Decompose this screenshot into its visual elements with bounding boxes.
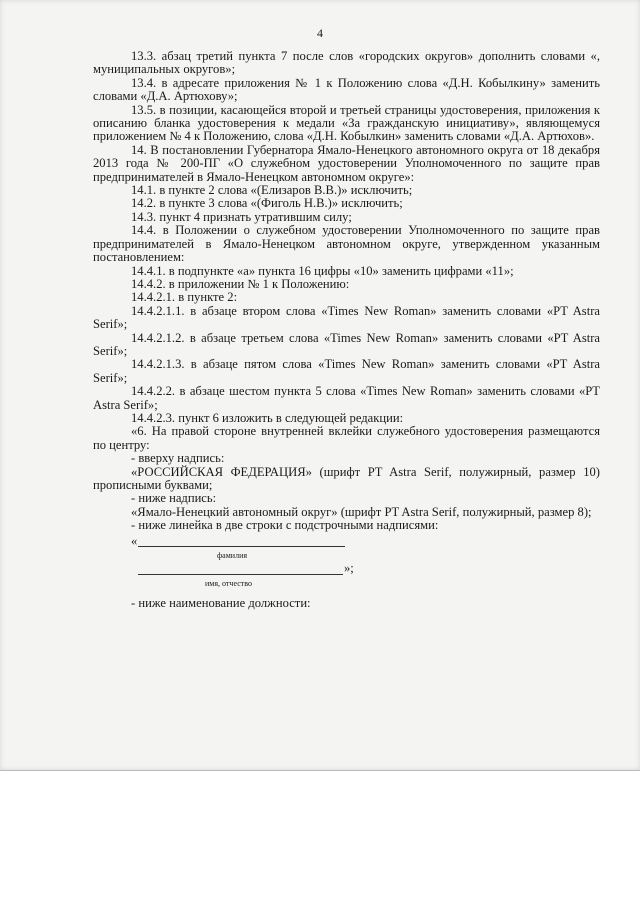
paragraph-13-3: 13.3. абзац третий пункта 7 после слов «городских округов» дополнить словами «, муниципальных округов»; xyxy=(93,49,600,77)
paragraph-yamal-nenets: «Ямало-Ненецкий автономный округ» (шрифт PT Astra Serif, полужирный, размер 8); xyxy=(131,504,592,519)
close-quote: »; xyxy=(344,560,354,575)
paragraph-14-4-2-1: 14.4.2.1. в пункте 2: xyxy=(131,290,238,305)
paragraph-position-title: - ниже наименование должности: xyxy=(131,595,311,610)
paragraph-14-4-2-2: 14.4.2.2. в абзаце шестом пункта 5 слова «Times New Roman» заменить словами «PT Astra Serif»; xyxy=(93,384,600,412)
paragraph-14-2: 14.2. в пункте 3 слова «(Фиголь Н.В.)» исключить; xyxy=(131,196,403,211)
paragraph-13-5: 13.5. в позиции, касающейся второй и третьей страницы удостоверения, приложения к описанию бланка удостоверения к медали «За гражданскую инициативу», являющемуся приложением № 4 к Положению, слова «Д.Н. Кобылкин» заменить словами «Д.А. Артюхов». xyxy=(93,102,600,144)
paragraph-russian-federation: «РОССИЙСКАЯ ФЕДЕРАЦИЯ» (шрифт PT Astra Serif, полужирный, размер 10) прописными буквами; xyxy=(93,464,600,492)
open-quote: « xyxy=(131,533,138,548)
paragraph-below-caption: - ниже надпись: xyxy=(131,491,217,506)
surname-label: фамилия xyxy=(217,550,248,560)
name-label: имя, отчество xyxy=(205,578,252,588)
paragraph-14-4-2-1-2: 14.4.2.1.2. в абзаце третьем слова «Times New Roman» заменить словами «PT Astra Serif»; xyxy=(93,330,600,358)
page-number: 4 xyxy=(317,26,323,40)
paragraph-ruler-lines: - ниже линейка в две строки с подстрочными надписями: xyxy=(131,518,439,533)
paragraph-14-3: 14.3. пункт 4 признать утратившим силу; xyxy=(131,209,352,224)
paragraph-item-6: «6. На правой стороне внутренней вклейки служебного удостоверения размещаются по центру: xyxy=(93,424,600,452)
surname-line xyxy=(138,546,345,547)
paragraph-14-4-2-1-3: 14.4.2.1.3. в абзаце пятом слова «Times New Roman» заменить словами «PT Astra Serif»; xyxy=(93,357,600,385)
paragraph-14-1: 14.1. в пункте 2 слова «(Елизаров В.В.)» исключить; xyxy=(131,183,413,198)
paragraph-14-4-2: 14.4.2. в приложении № 1 к Положению: xyxy=(131,276,350,291)
paragraph-top-caption: - вверху надпись: xyxy=(131,451,225,466)
paragraph-13-4: 13.4. в адресате приложения № 1 к Положению слова «Д.Н. Кобылкину» заменить словами «Д.А. Артюхову»; xyxy=(93,75,600,104)
paragraph-14-4: 14.4. в Положении о служебном удостоверении Уполномоченного по защите прав предпринимателей в Ямало-Ненецком автономном округе, утвержденном указанным постановлением: xyxy=(93,223,600,265)
paragraph-14-4-2-1-1: 14.4.2.1.1. в абзаце втором слова «Times New Roman» заменить словами «PT Astra Serif»; xyxy=(93,303,600,332)
paragraph-14-4-2-3: 14.4.2.3. пункт 6 изложить в следующей редакции: xyxy=(131,410,404,425)
paragraph-14-4-1: 14.4.1. в подпункте «а» пункта 16 цифры «10» заменить цифрами «11»; xyxy=(131,263,514,278)
paragraph-14: 14. В постановлении Губернатора Ямало-Ненецкого автономного округа от 18 декабря 2013 года № 200-ПГ «О служебном удостоверении Уполномоченного по защите прав предпринимателей в Ямало-Ненецком автономном округе»: xyxy=(93,142,600,184)
name-line xyxy=(138,574,343,575)
blank-area xyxy=(0,771,640,906)
document-body xyxy=(93,50,600,610)
signature-lines xyxy=(93,535,600,597)
